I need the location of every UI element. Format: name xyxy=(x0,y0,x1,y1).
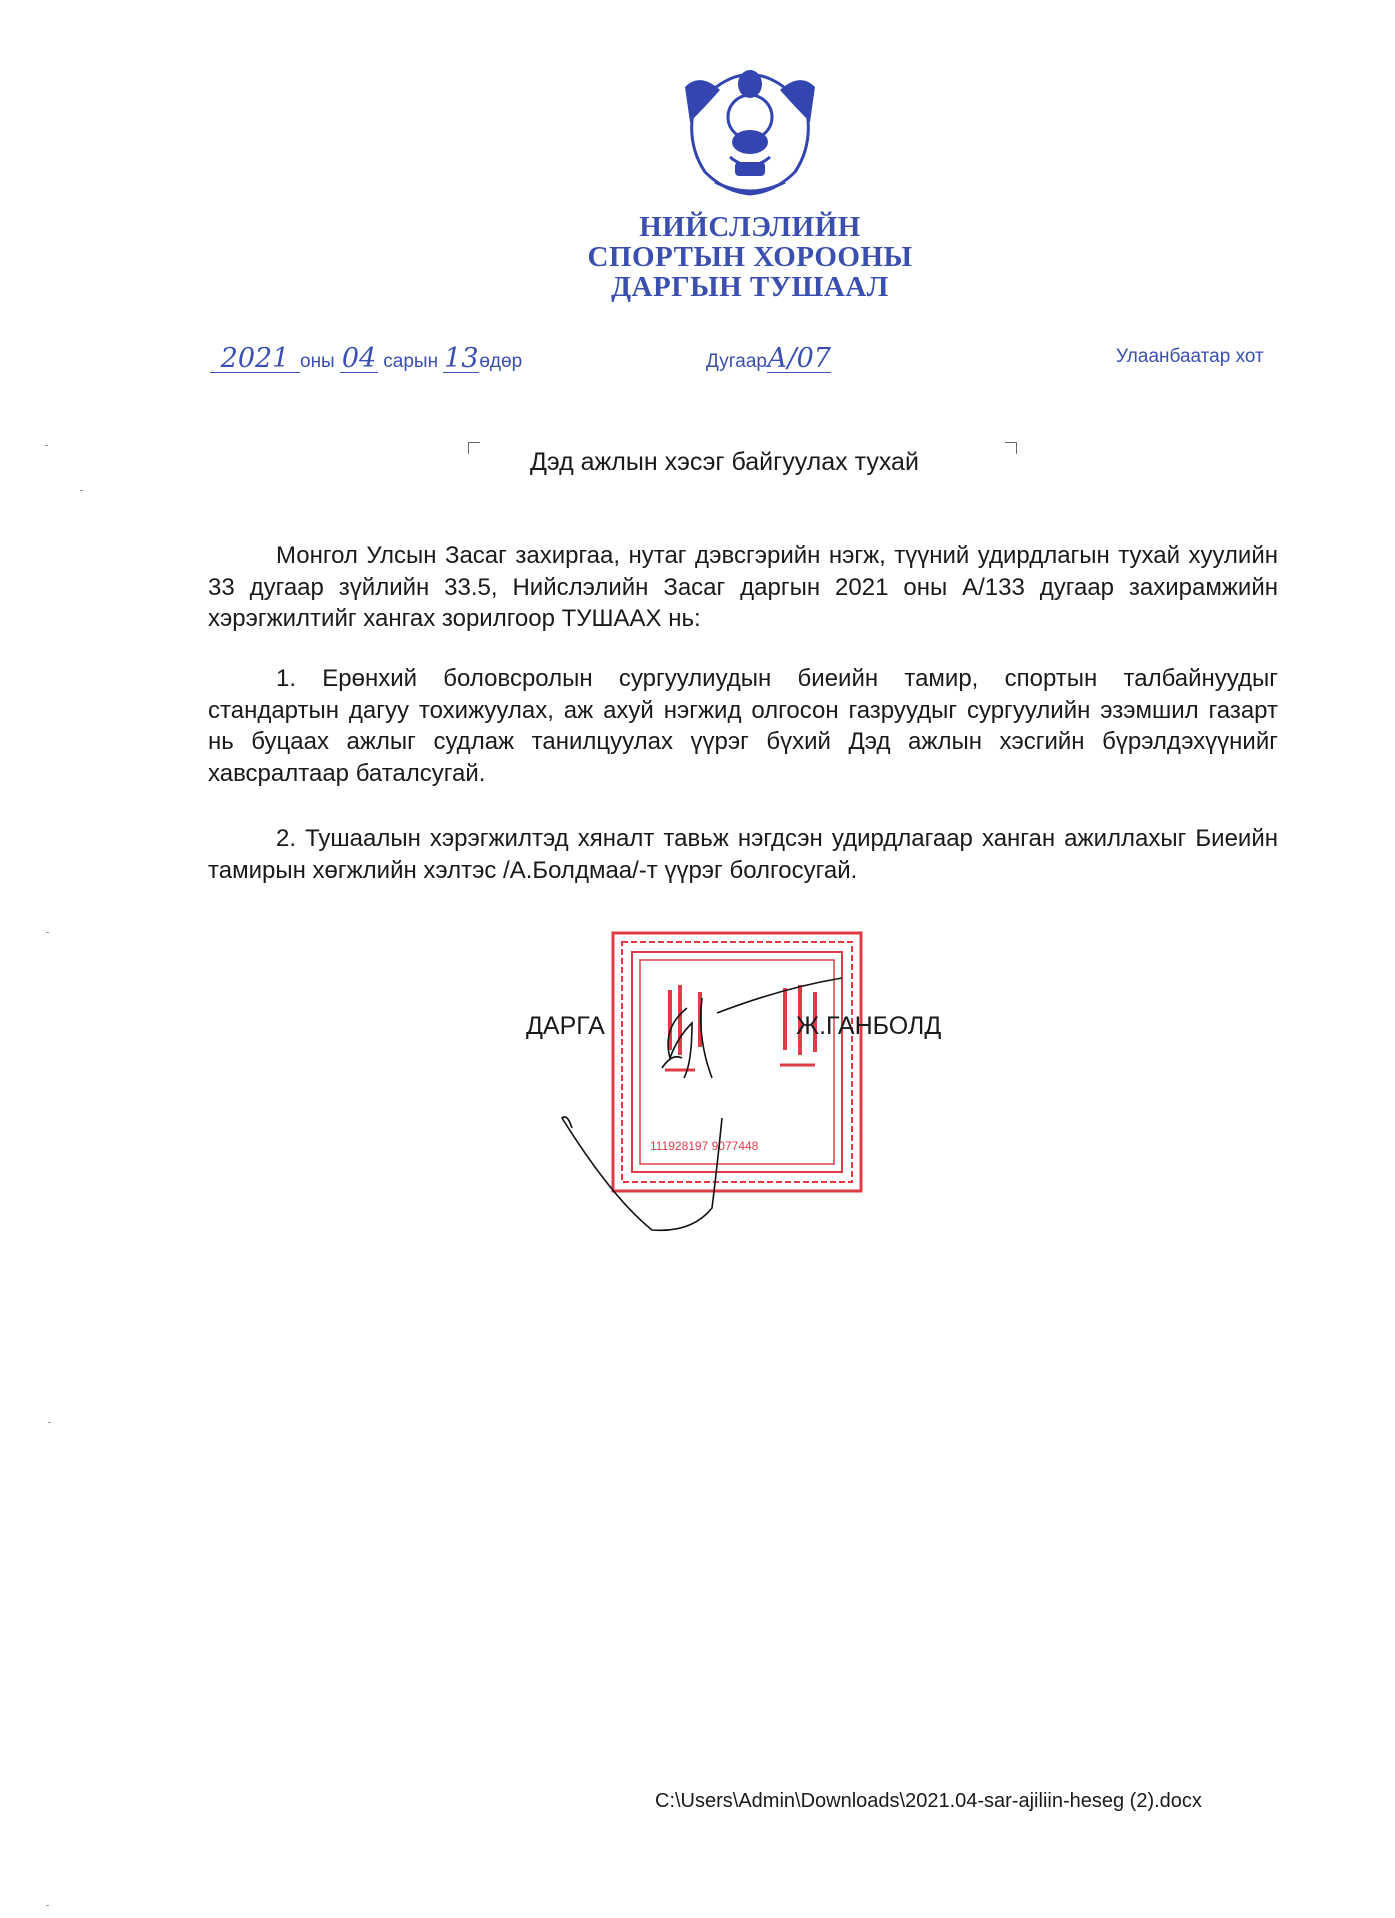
city: Улаанбаатар хот xyxy=(1116,346,1264,367)
stamp-number: 111928197 9077448 xyxy=(650,1139,759,1153)
number-label: Дугаар xyxy=(706,351,767,372)
bracket-left xyxy=(468,442,480,454)
scan-speck xyxy=(46,1905,49,1906)
document-issuer-title xyxy=(450,212,1050,302)
issuer-line-3: ДАРГЫН ТУШААЛ xyxy=(611,271,889,303)
date-line xyxy=(210,343,523,374)
scan-speck xyxy=(80,490,83,491)
emblem-logo xyxy=(675,62,825,200)
bracket-right xyxy=(1005,442,1017,454)
date-month: 04 xyxy=(341,343,377,374)
file-path-footer: C:\Users\Admin\Downloads\2021.04-sar-ajiliin-heseg (2).docx xyxy=(655,1790,1202,1812)
scan-speck xyxy=(45,445,48,446)
order-item-1 xyxy=(208,663,1278,789)
date-year: 2021 xyxy=(210,346,300,373)
year-suffix: оны xyxy=(300,351,335,372)
handwritten-signature xyxy=(552,968,852,1238)
document-subject: Дэд ажлын хэсэг байгуулах тухай xyxy=(530,448,919,476)
day-suffix: өдөр xyxy=(479,351,523,372)
scan-speck xyxy=(46,932,49,933)
scan-speck xyxy=(48,1422,51,1423)
date-day: 13 xyxy=(444,343,479,374)
signatory-title: ДАРГА xyxy=(526,1012,605,1040)
order-item-2 xyxy=(208,823,1278,886)
number-value: А/07 xyxy=(767,343,831,374)
order-number xyxy=(706,343,831,374)
issuer-line-1: НИЙСЛЭЛИЙН xyxy=(639,211,861,243)
item-2-text: 2. Тушаалын хэрэгжилтэд хяналт тавьж нэгдсэн удирдлагаар ханган ажиллахыг Биеийн тамирын хөгжлийн хэлтэс /А.Болдмаа/-т үүрэг болгосугай. xyxy=(208,825,1278,884)
item-1-text: 1. Ерөнхий боловсролын сургуулиудын биеийн тамир, спортын талбайнуудыг стандартын дагуу тохижуулах, аж ахуй нэгжид олгосон газруудыг сургуулийн эзэмшил газарт нь буцаах ажлыг судлаж танилцуулах үүрэг бүхий Дэд ажлын хэсгийн бүрэлдэхүүнийг хавсралтаар баталсугай. xyxy=(208,665,1278,787)
issuer-line-2: СПОРТЫН ХОРООНЫ xyxy=(587,241,913,273)
signatory-name: Ж.ГАНБОЛД xyxy=(796,1012,942,1040)
intro-paragraph xyxy=(208,540,1278,635)
month-suffix: сарын xyxy=(383,351,439,372)
intro-text: Монгол Улсын Засаг захиргаа, нутаг дэвсгэрийн нэгж, түүний удирдлагын тухай хуулийн 33 дугаар зүйлийн 33.5, Нийслэлийн Засаг даргын 2021 оны А/133 дугаар захирамжийн хэрэгжилтийг хангах зорилгоор ТУШААХ нь: xyxy=(208,542,1278,632)
